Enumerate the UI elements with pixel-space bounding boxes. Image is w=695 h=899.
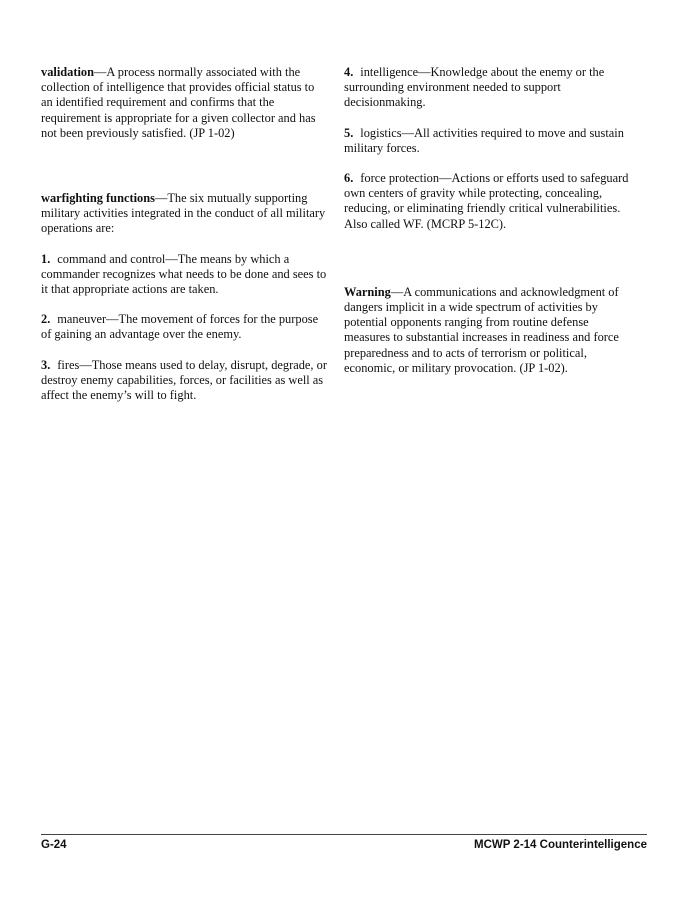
list-number: 2. <box>41 312 51 327</box>
definition-warning: —A communications and acknowledgment of dangers implicit in a wide spectrum of activities by potential opponents ranging from routine defense measures to substantial increases in readiness and force preparedness and to acts of terrorism or political, economic, or military provocation. (JP 1-02). <box>344 284 619 375</box>
list-number: 4. <box>344 65 354 79</box>
list-item-text: force protection—Actions or efforts used to safeguard own centers of gravity while protecting, concealing, reducing, or eliminating friendly critical vulnerabilities. Also called WF. (MCRP 5-12C). <box>344 171 629 231</box>
term-warning: Warning <box>344 284 391 299</box>
list-item-text: intelligence—Knowledge about the enemy or the surrounding environment needed to support decisionmaking. <box>344 65 605 110</box>
page-number: G-24 <box>41 839 67 851</box>
left-column <box>41 65 329 403</box>
list-item-1 <box>41 252 329 298</box>
list-item-4 <box>344 65 634 111</box>
footer-divider <box>41 834 647 835</box>
glossary-entry-warfighting-functions <box>41 191 329 237</box>
list-item-text: fires—Those means used to delay, disrupt, degrade, or destroy enemy capabilities, forces, or facilities as well as affect the enemy’s will to fight. <box>41 357 327 403</box>
definition-warfighting-functions: —The six mutually supporting military activities integrated in the conduct of all military operations are: <box>41 191 326 236</box>
glossary-entry-warning <box>344 285 634 376</box>
list-item-2 <box>41 312 329 342</box>
list-item-text: maneuver—The movement of forces for the purpose of gaining an advantage over the enemy. <box>41 312 319 342</box>
publication-title: MCWP 2-14 Counterintelligence <box>474 839 647 851</box>
list-number: 5. <box>344 125 354 140</box>
list-item-6 <box>344 171 634 232</box>
glossary-entry-validation <box>41 65 329 141</box>
list-number: 6. <box>344 171 354 186</box>
list-item-text: command and control—The means by which a commander recognizes what needs to be done and sees to it that appropriate actions are taken. <box>41 251 327 297</box>
list-item-5 <box>344 126 634 156</box>
right-column <box>344 65 634 376</box>
list-number: 3. <box>41 357 51 372</box>
definition-validation: —A process normally associated with the collection of intelligence that provides official status to an identified requirement and confirms that the requirement is appropriate for a given collector and has not been previously satisfied. (JP 1-02) <box>41 65 316 140</box>
list-number: 1. <box>41 251 51 266</box>
list-item-text: logistics—All activities required to move and sustain military forces. <box>344 125 624 155</box>
list-item-3 <box>41 358 329 404</box>
term-warfighting-functions: warfighting functions <box>41 191 155 206</box>
term-validation: validation <box>41 65 95 79</box>
